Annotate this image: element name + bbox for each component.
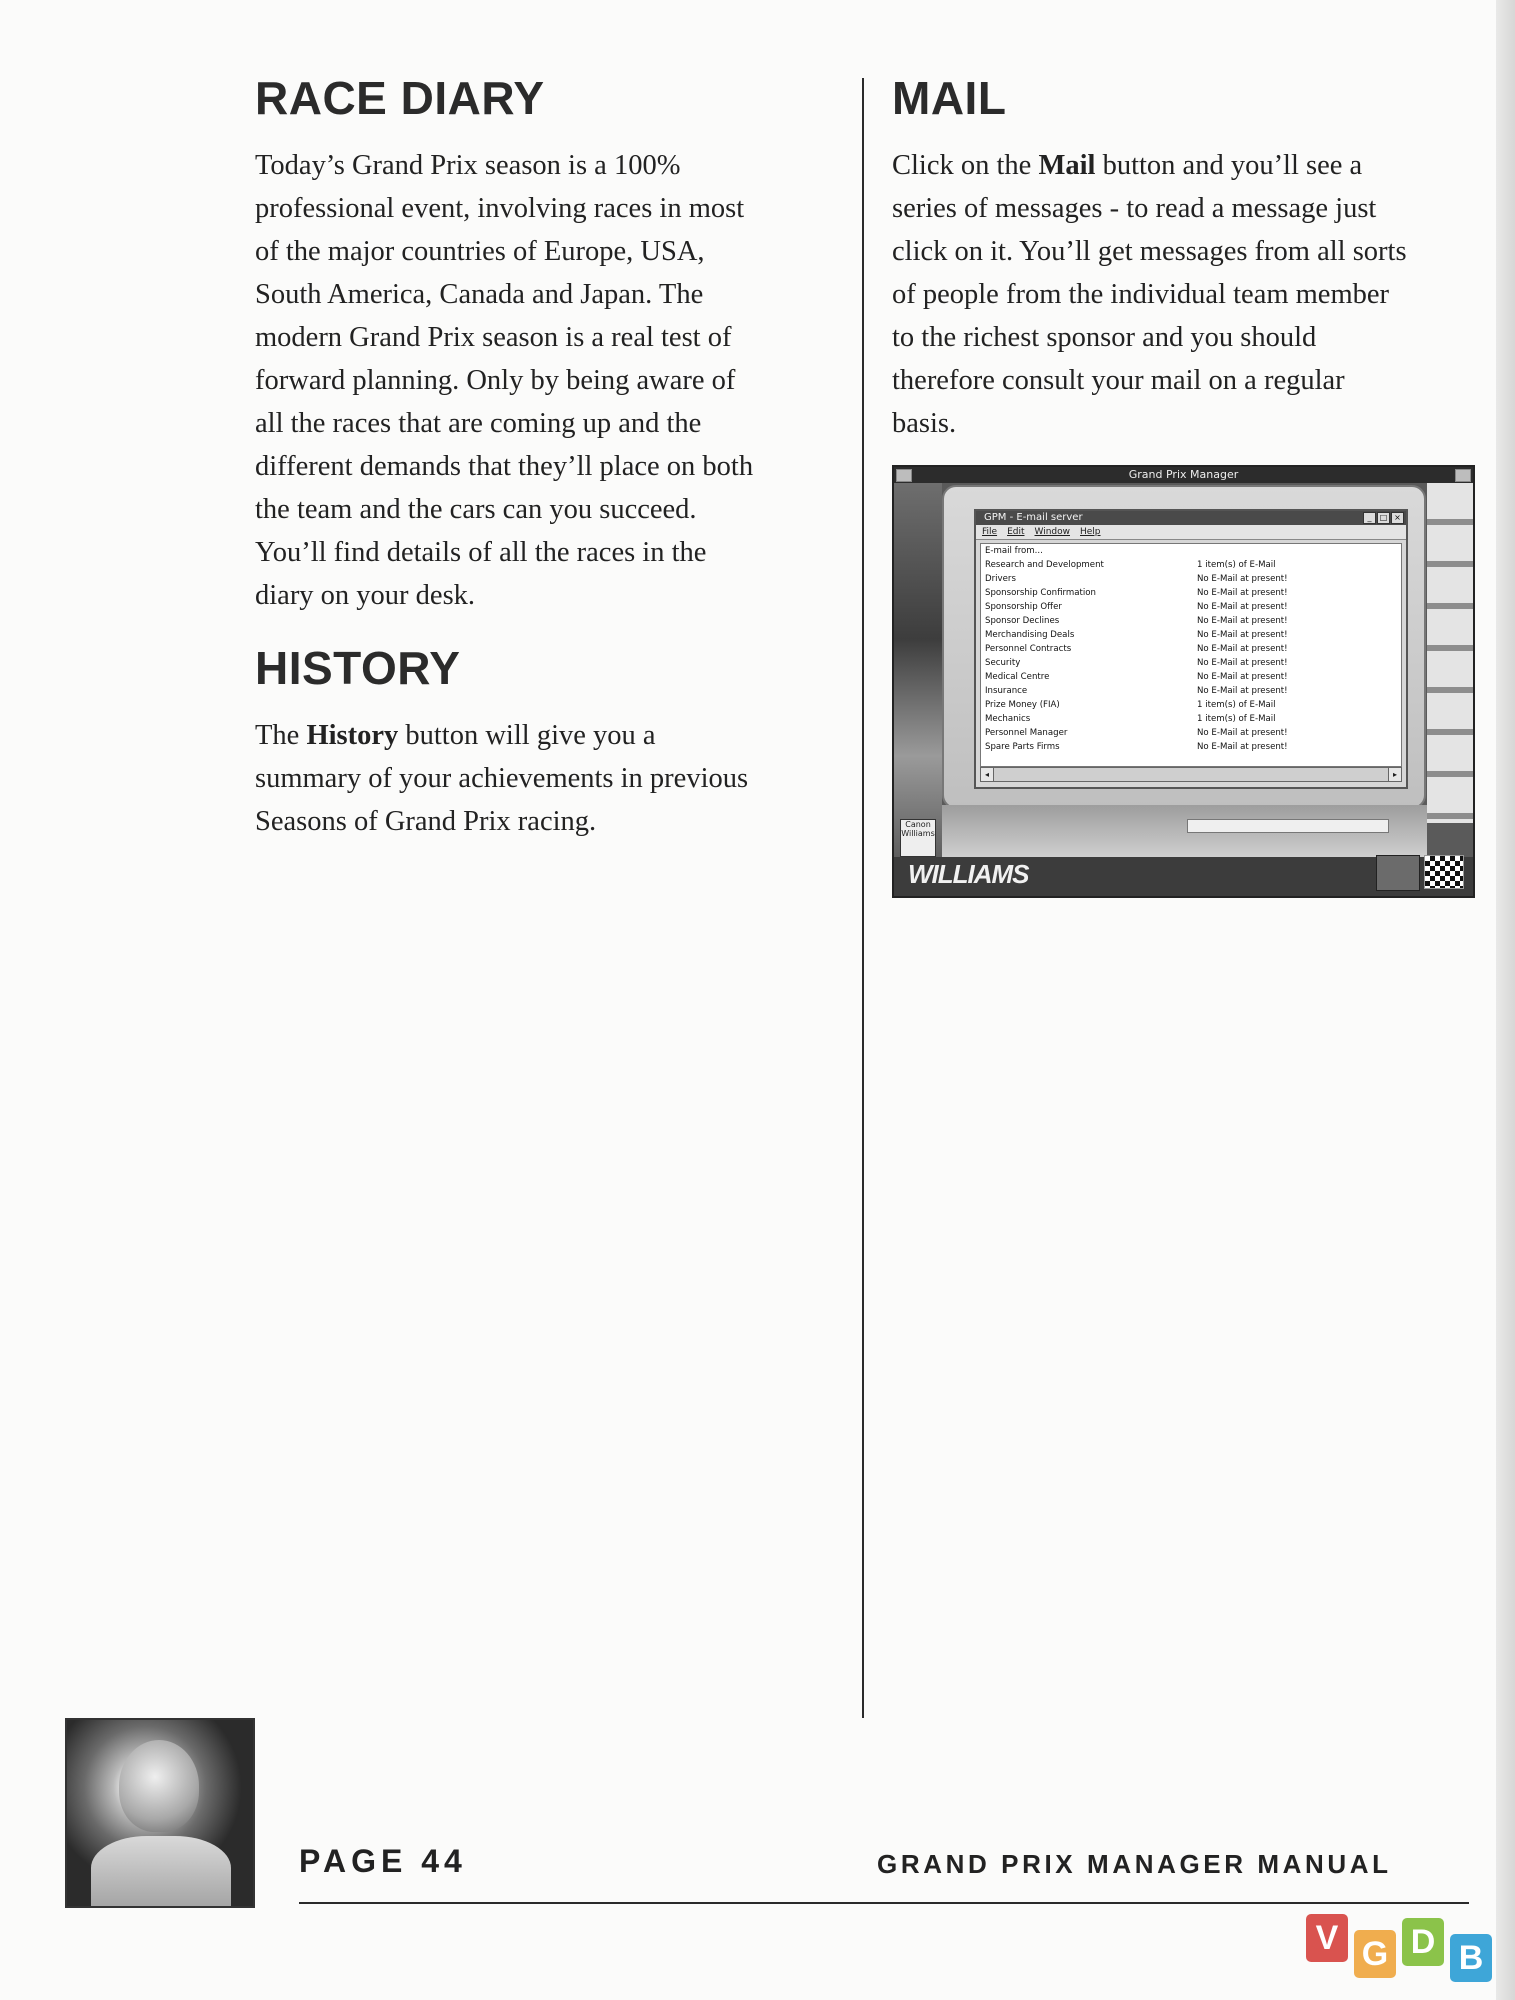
list-item	[985, 574, 1395, 588]
text-line: forward planning. Only by being aware of	[255, 365, 736, 396]
team-logo: WILLIAMS	[908, 859, 1029, 889]
mail-status: 1 item(s) of E-Mail	[1197, 560, 1276, 570]
mail-source: Drivers	[985, 574, 1016, 584]
mail-source: Personnel Manager	[985, 728, 1068, 738]
email-window-title: GPM - E-mail server	[984, 512, 1083, 523]
menu-file: File	[982, 527, 998, 537]
text-line: diary on your desk.	[255, 580, 476, 611]
list-item	[985, 560, 1395, 574]
mail-status: No E-Mail at present!	[1197, 574, 1288, 584]
list-item	[985, 728, 1395, 742]
maximize-icon: □	[1377, 512, 1390, 524]
race-diary-text	[255, 144, 835, 617]
mail-source: Mechanics	[985, 714, 1031, 724]
list-item	[985, 602, 1395, 616]
mail-status: No E-Mail at present!	[1197, 742, 1288, 752]
watermark-letter: B	[1450, 1934, 1492, 1982]
close-icon: ×	[1391, 512, 1404, 524]
list-item	[985, 588, 1395, 602]
email-menu-bar	[976, 525, 1406, 540]
email-from-label: E-mail from...	[985, 546, 1043, 556]
mail-status: No E-Mail at present!	[1197, 686, 1288, 696]
menu-window: Window	[1034, 527, 1070, 537]
mail-status: No E-Mail at present!	[1197, 644, 1288, 654]
menu-help: Help	[1080, 527, 1101, 537]
history-heading: HISTORY	[255, 642, 461, 694]
minimize-icon: _	[1363, 512, 1376, 524]
bookshelf	[1427, 483, 1473, 823]
mail-source: Security	[985, 658, 1021, 668]
text-line: all the races that are coming up and the	[255, 408, 702, 439]
mail-source: Sponsorship Confirmation	[985, 588, 1096, 598]
menu-edit: Edit	[1007, 527, 1025, 537]
mail-status: 1 item(s) of E-Mail	[1197, 700, 1276, 710]
list-item	[985, 686, 1395, 700]
text-line: modern Grand Prix season is a real test of	[255, 322, 732, 353]
chevron-down-icon	[1455, 469, 1471, 482]
watermark-letter: D	[1402, 1918, 1444, 1966]
text-line: click on it. You’ll get messages from all sorts	[892, 236, 1407, 267]
text-run: button will give you a	[398, 720, 656, 751]
mail-source: Sponsorship Offer	[985, 602, 1062, 612]
phone-icon	[1376, 855, 1420, 891]
photo-shirt	[91, 1836, 231, 1908]
text-line: series of messages - to read a message just	[892, 193, 1377, 224]
text-line: therefore consult your mail on a regular	[892, 365, 1345, 396]
screenshot-titlebar	[894, 467, 1473, 483]
mail-source: Insurance	[985, 686, 1028, 696]
chevron-left-icon: ◂	[981, 768, 994, 781]
mail-status: No E-Mail at present!	[1197, 728, 1288, 738]
list-item	[985, 658, 1395, 672]
text-line: of the major countries of Europe, USA,	[255, 236, 705, 267]
mail-status: No E-Mail at present!	[1197, 588, 1288, 598]
photo-face	[119, 1740, 199, 1832]
email-window-titlebar	[976, 511, 1406, 525]
race-diary-heading: RACE DIARY	[255, 72, 545, 124]
column-divider	[862, 78, 864, 1718]
text-line: summary of your achievements in previous	[255, 763, 749, 794]
desk-console	[942, 805, 1427, 857]
page-number: PAGE 44	[299, 1843, 467, 1879]
text-line	[255, 714, 835, 757]
mail-status: No E-Mail at present!	[1197, 658, 1288, 668]
office-background	[894, 483, 942, 873]
mail-status: No E-Mail at present!	[1197, 602, 1288, 612]
horizontal-scrollbar	[980, 767, 1402, 782]
text-line: the team and the cars can you succeed.	[255, 494, 697, 525]
system-menu-icon	[896, 469, 912, 482]
watermark-letter: G	[1354, 1930, 1396, 1978]
mail-source: Merchandising Deals	[985, 630, 1075, 640]
text-line: to the richest sponsor and you should	[892, 322, 1317, 353]
mail-status: No E-Mail at present!	[1197, 616, 1288, 626]
bold-term: History	[306, 720, 399, 751]
list-item	[985, 700, 1395, 714]
history-text	[255, 714, 835, 843]
email-list	[980, 543, 1402, 767]
text-line: basis.	[892, 408, 957, 439]
game-screenshot	[892, 465, 1475, 898]
list-item	[985, 616, 1395, 630]
page-edge	[1496, 0, 1515, 2000]
list-item	[985, 630, 1395, 644]
text-line: South America, Canada and Japan. The	[255, 279, 704, 310]
mail-source: Sponsor Declines	[985, 616, 1060, 626]
desk-slot	[1187, 819, 1389, 833]
manual-title: GRAND PRIX MANAGER MANUAL	[877, 1849, 1392, 1879]
list-item	[985, 714, 1395, 728]
text-run: The	[255, 720, 307, 751]
text-line: Seasons of Grand Prix racing.	[255, 806, 597, 837]
text-run: Click on the	[892, 150, 1039, 181]
list-item	[985, 672, 1395, 686]
bold-term: Mail	[1038, 150, 1096, 181]
text-run: button and you’ll see a	[1095, 150, 1363, 181]
list-item	[985, 742, 1395, 756]
mail-text	[892, 144, 1472, 445]
mail-source: Research and Development	[985, 560, 1104, 570]
mail-status: 1 item(s) of E-Mail	[1197, 714, 1276, 724]
mail-heading: MAIL	[892, 72, 1007, 124]
text-line: You’ll find details of all the races in the	[255, 537, 707, 568]
portrait-photo	[65, 1718, 255, 1908]
window-controls	[1363, 512, 1404, 524]
watermark-letter: V	[1306, 1914, 1348, 1962]
text-line: Today’s Grand Prix season is a 100%	[255, 150, 681, 181]
text-line	[892, 144, 1472, 187]
text-line: different demands that they’ll place on both	[255, 451, 754, 482]
mail-source: Medical Centre	[985, 672, 1050, 682]
mail-source: Spare Parts Firms	[985, 742, 1060, 752]
list-item	[985, 644, 1395, 658]
mail-status: No E-Mail at present!	[1197, 630, 1288, 640]
mail-status: No E-Mail at present!	[1197, 672, 1288, 682]
footer-rule	[299, 1902, 1469, 1904]
mail-source: Personnel Contracts	[985, 644, 1072, 654]
chevron-right-icon: ▸	[1388, 768, 1401, 781]
mail-source: Prize Money (FIA)	[985, 700, 1060, 710]
checkered-flag-icon	[1424, 855, 1464, 889]
email-window	[974, 509, 1408, 789]
text-line: professional event, involving races in most	[255, 193, 745, 224]
sponsor-badge: Canon Williams	[900, 819, 936, 857]
text-line: of people from the individual team member	[892, 279, 1390, 310]
screenshot-title: Grand Prix Manager	[1128, 468, 1239, 481]
